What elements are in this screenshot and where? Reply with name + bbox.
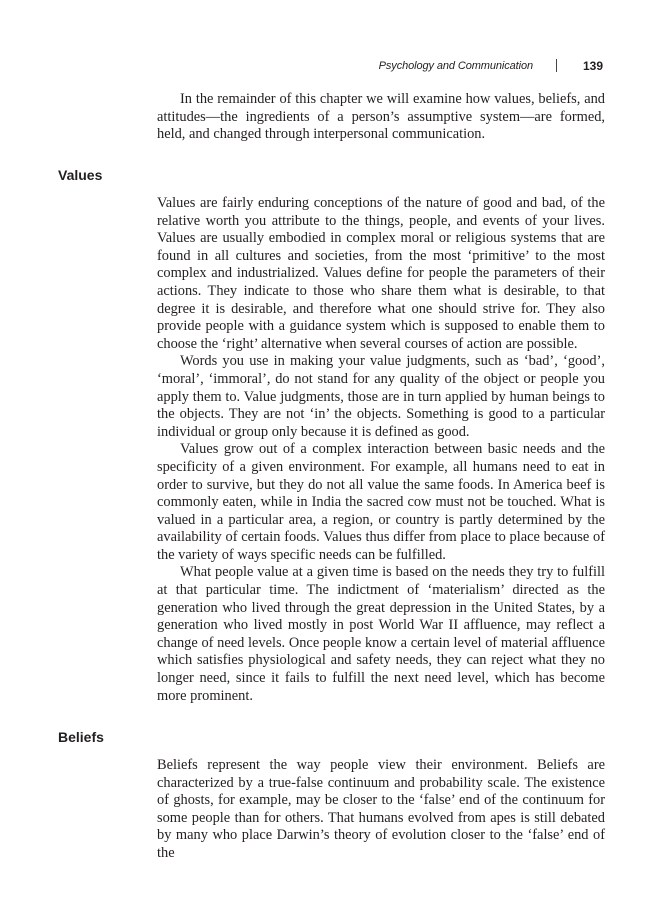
- intro-paragraph: In the remainder of this chapter we will examine how values, beliefs, and attitudes—the ingredients of a person’s assumptive system—are formed, held, and changed through interpersonal communication.: [157, 91, 605, 143]
- intro-block: [157, 91, 605, 144]
- header-divider: [556, 59, 557, 72]
- section-heading-values: Values: [58, 167, 103, 183]
- section-heading-beliefs: Beliefs: [58, 729, 104, 745]
- values-paragraph-3: Values grow out of a complex interaction between basic needs and the specificity of a given environment. For example, all humans need to eat in order to survive, but they do not all value the same foods. In America beef is commonly eaten, while in India the sacred cow must not be touched. What is valued in a particular area, a region, or country is partly determined by the availability of certain foods. Values thus differ from place to place because of the variety of ways specific needs can be fulfilled.: [157, 441, 605, 563]
- beliefs-section-body: [157, 757, 605, 863]
- values-paragraph-2: Words you use in making your value judgments, such as ‘bad’, ‘good’, ‘moral’, ‘immoral’, do not stand for any quality of the object or people you apply them to. Value judgments, those are in turn applied by human beings to the objects. They are not ‘in’ the objects. Something is good to a particular individual or group only because it is defined as good.: [157, 353, 605, 440]
- beliefs-paragraph-1: Beliefs represent the way people view their environment. Beliefs are characterized by a true-false continuum and probability scale. The existence of ghosts, for example, may be closer to the ‘false’ end of the continuum for some people than for others. That humans evolved from apes is still debated by many who place Darwin’s theory of evolution closer to the ‘false’ end of the: [157, 757, 605, 861]
- values-section-body: [157, 195, 605, 705]
- running-header: [0, 58, 661, 74]
- values-paragraph-4: What people value at a given time is based on the needs they try to fulfill at that particular time. The indictment of ‘materialism’ directed as the generation who lived through the great depression in the United States, by a generation who lived mostly in post World War II affluence, may reflect a change of need levels. Once people know a certain level of material affluence which satisfies physiological and safety needs, they can reject what they no longer need, since it fails to fulfill the next need level, which has become more prominent.: [157, 564, 605, 704]
- values-paragraph-1: Values are fairly enduring conceptions of the nature of good and bad, of the relative worth you attribute to the things, people, and events of your lives. Values are usually embodied in complex moral or religious systems that are found in all cultures and societies, from the most ‘primitive’ to the most complex and industrialized. Values define for people the parameters of their actions. They indicate to those who share them what is desirable, to that degree it is desirable, and therefore what one should strive for. They also provide people with a guidance system which is supposed to enable them to choose the ‘right’ alternative when several courses of action are possible.: [157, 195, 605, 352]
- page-number: 139: [583, 59, 604, 73]
- running-title: Psychology and Communication: [378, 60, 533, 72]
